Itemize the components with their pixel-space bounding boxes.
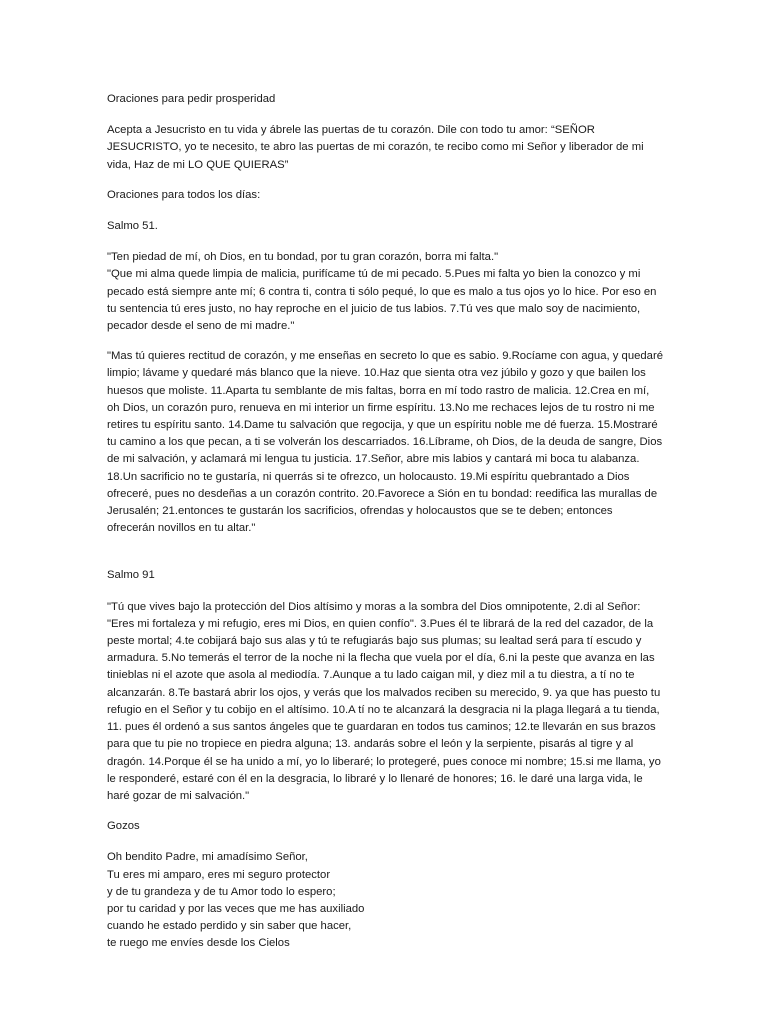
intro-paragraph: Acepta a Jesucristo en tu vida y ábrele las puertas de tu corazón. Dile con todo tu amor: “SEÑOR JESUCRISTO, yo te necesito, te abro las puertas de mi corazón, te recibo como mi Señor y liberador de mi vida, Haz de mi LO QUE QUIERAS”	[107, 124, 647, 171]
gozos-heading: Gozos	[107, 820, 140, 833]
salmo-51-opening	[107, 249, 663, 335]
salmo-51-line-1: "Ten piedad de mí, oh Dios, en tu bondad, por tu gran corazón, borra mi falta."	[107, 251, 499, 264]
poem-line: cuando he estado perdido y sin saber que hacer,	[107, 920, 352, 933]
salmo-51-line-2: "Que mi alma quede limpia de malicia, purifícame tú de mi pecado. 5.Pues mi falta yo bien la conozco y mi pecado está siempre ante mí; 6 contra ti, contra ti sólo pequé, lo que es malo a tus ojos yo lo hice. Por eso en tu sentencia tú eres justo, no hay reproche en el juicio de tus labios. 7.Tú ves que malo soy de nacimiento, pecador desde el seno de mi madre."	[107, 268, 657, 333]
document-body	[107, 91, 667, 953]
poem-line: Tu eres mi amparo, eres mi seguro protector	[107, 868, 331, 881]
poem-line: y de tu grandeza y de tu Amor todo lo espero;	[107, 885, 336, 898]
salmo-91-paragraph: "Tú que vives bajo la protección del Dios altísimo y moras a la sombra del Dios omnipotente, 2.di al Señor: "Eres mi fortaleza y mi refugio, eres mi Dios, en quien confío". 3.Pues él te librará de la red del cazador, de la peste mortal; 4.te cobijará bajo sus alas y tú te refugiarás bajo sus plumas; su lealtad será para tí escudo y armadura. 5.No temerás el terror de la noche ni la flecha que vuela por el día, 6.ni la peste que avanza en las tinieblas ni el azote que asola al mediodía. 7.Aunque a tu lado caigan mil, y diez mil a tu diestra, a tí no te alcanzarán. 8.Te bastará abrir los ojos, y verás que los malvados reciben su merecido, 9. ya que has puesto tu refugio en el Señor y tu cobijo en el altísimo. 10.A tí no te alcanzará la desgracia ni la plaga llegará a tu tienda, 11. pues él ordenó a sus santos ángeles que te guardaran en todos tus caminos; 12.te llevarán en sus brazos para que tu pie no tropiece en piedra alguna; 13. andarás sobre el león y la serpiente, pisarás al tigre y al dragón. 14.Porque él se ha unido a mí, yo lo liberaré; lo protegeré, pues conoce mi nombre; 15.si me llama, yo le responderé, estaré con él en la desgracia, lo libraré y lo llenaré de honores; 16. le daré una larga vida, le haré gozar de mi salvación."	[107, 600, 664, 802]
document-title: Oraciones para pedir prosperidad	[107, 93, 276, 105]
poem-line: te ruego me envíes desde los Cielos	[107, 937, 290, 950]
gozos-poem	[107, 849, 663, 952]
salmo-91-heading: Salmo 91	[107, 569, 155, 582]
poem-line: por tu caridad y por las veces que me has auxiliado	[107, 902, 365, 915]
daily-prayers-heading: Oraciones para todos los días:	[107, 188, 261, 201]
salmo-51-paragraph: "Mas tú quieres rectitud de corazón, y me enseñas en secreto lo que es sabio. 9.Rocíame con agua, y quedaré limpio; lávame y quedaré más blanco que la nieve. 10.Haz que sienta otra vez júbilo y gozo y que bailen los huesos que moliste. 11.Aparta tu semblante de mis faltas, borra en mí todo rastro de malicia. 12.Crea en mí, oh Dios, un corazón puro, renueva en mi interior un firme espíritu. 13.No me rechaces lejos de tu rostro ni me retires tu espíritu santo. 14.Dame tu salvación que regocija, y que un espíritu noble me dé fuerza. 15.Mostraré tu camino a los que pecan, a ti se volverán los descarriados. 16.Líbrame, oh Dios, de la deuda de sangre, Dios de mi salvación, y aclamará mi lengua tu justicia. 17.Señor, abre mis labios y cantará mi boca tu alabanza. 18.Un sacrificio no te gustaría, ni querrás si te ofrezco, un holocausto. 19.Mi espíritu quebrantado a Dios ofreceré, pues no desdeñas a un corazón contrito. 20.Favorece a Sión en tu bondad: reedifica las murallas de Jerusalén; 21.entonces te gustarán los sacrificios, ofrendas y holocaustos que se te deben; entonces ofrecerán novillos en tu altar."	[107, 350, 667, 535]
poem-line: Oh bendito Padre, mi amadísimo Señor,	[107, 851, 308, 864]
salmo-51-heading: Salmo 51.	[107, 220, 158, 233]
